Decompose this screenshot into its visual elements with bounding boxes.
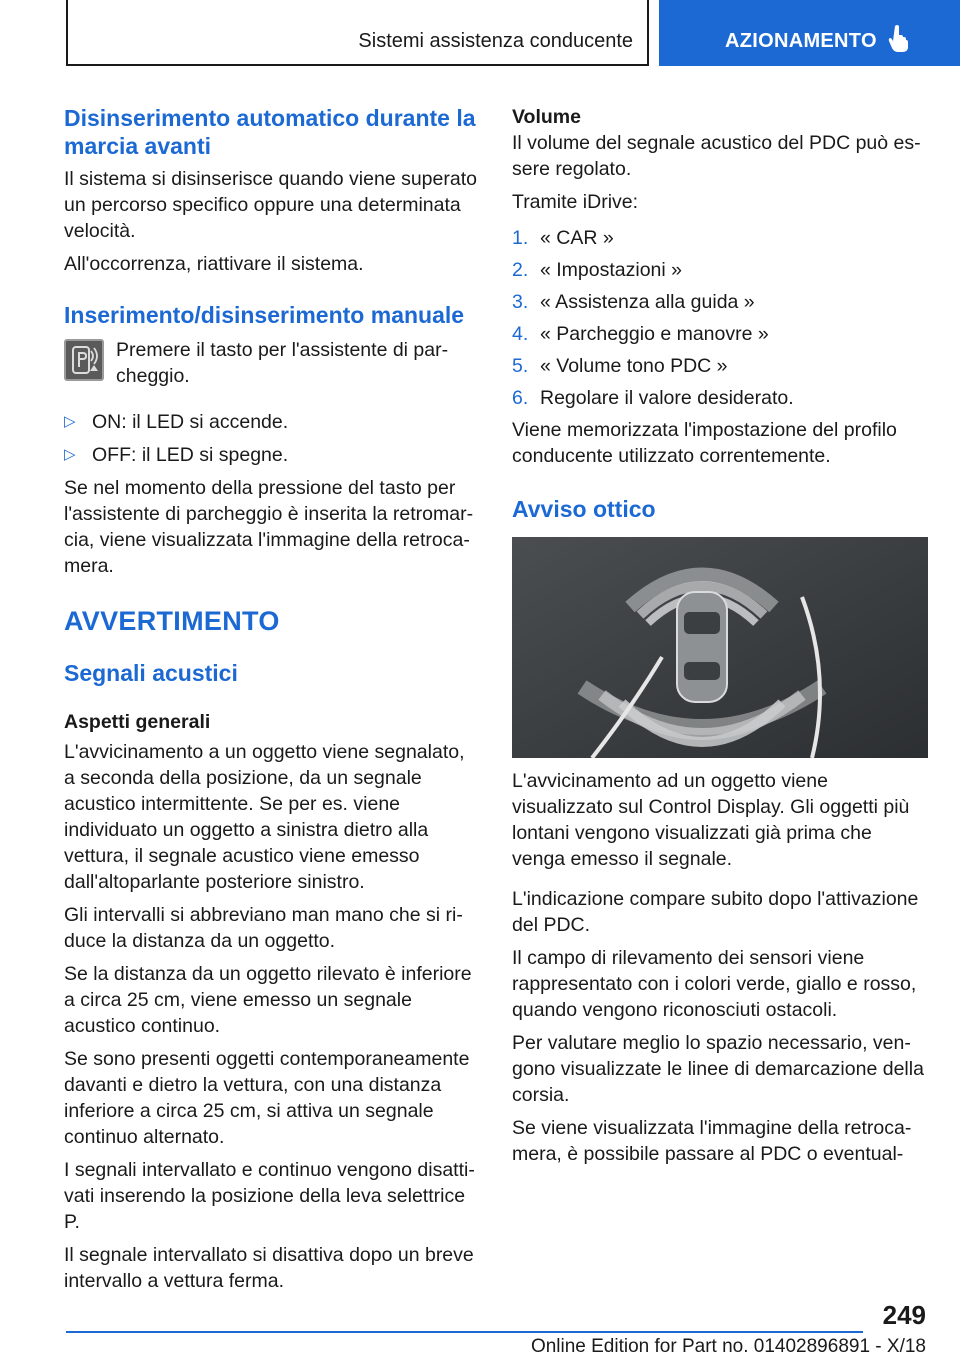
header-section-title: Sistemi assistenza conducente	[358, 30, 633, 52]
paragraph-visual-2: L'indicazione compare subito dopo l'attivazione del PDC.	[512, 888, 919, 936]
list-item	[512, 225, 927, 251]
paragraph-visual-4: Per valutare meglio lo spazio necessario, vengono visualizzate le linee di demarcazione della corsia.	[512, 1032, 924, 1106]
footer-divider	[66, 1331, 863, 1333]
button-instruction	[64, 337, 479, 389]
step-text: « Volume tono PDC »	[540, 355, 728, 377]
step-number: 6.	[512, 387, 529, 409]
paragraph-general-4: Se sono presenti oggetti contemporaneamente davanti e dietro la vettura, con una distanza inferiore a circa 25 cm, si attiva un segnale continuo alternato.	[64, 1048, 470, 1148]
heading-warning: AVVERTIMENTO	[64, 606, 280, 636]
paragraph-visual-1: L'avvicinamento ad un oggetto viene visualizzato sul Control Display. Gli oggetti più lontani vengono visualizzati già prima che venga emesso il segnale.	[512, 770, 910, 870]
step-number: 5.	[512, 355, 529, 377]
paragraph-general-1: L'avvicinamento a un oggetto viene segnalato, a seconda della posizione, da un segnale acustico intermittente. Se per es. viene individuato un oggetto a sinistra dietro alla vettura, il segnale acustico viene emesso dall'altoparlante posteriore sinistro.	[64, 741, 465, 893]
paragraph-reverse: Se nel momento della pressione del tasto per l'assistente di parcheggio è inserita la retromarcia, viene visualizzata l'immagine della retrocamera.	[64, 477, 474, 577]
hand-pointer-icon	[887, 24, 911, 52]
paragraph-general-5: I segnali intervallato e continuo vengono disattivati inserendo la posizione della leva selettrice P.	[64, 1159, 475, 1233]
heading-general: Aspetti generali	[64, 711, 211, 733]
heading-auto-off: Disinserimento automatico durante la marcia avanti	[64, 105, 476, 159]
paragraph-memorized: Viene memorizzata l'impostazione del profilo conducente utilizzato correntemente.	[512, 419, 897, 467]
paragraph-idrive: Tramite iDrive:	[512, 191, 639, 213]
paragraph-visual-3: Il campo di rilevamento dei sensori viene rappresentato con i colori verde, giallo e rosso, quando vengono riconosciuti ostacoli.	[512, 947, 917, 1021]
list-item	[64, 409, 479, 435]
triangle-bullet-icon: ▷	[64, 446, 76, 463]
paragraph-general-2: Gli intervalli si abbreviano man mano che si riduce la distanza da un oggetto.	[64, 904, 463, 952]
heading-volume: Volume	[512, 106, 581, 128]
list-item	[512, 385, 927, 411]
step-number: 1.	[512, 227, 529, 249]
paragraph-auto-off-2: All'occorrenza, riattivare il sistema.	[64, 253, 364, 275]
page-number: 249	[882, 1300, 926, 1330]
paragraph-visual-5: Se viene visualizzata l'immagine della retrocamera, è possibile passare al PDC o eventual-	[512, 1117, 912, 1165]
triangle-bullet-icon: ▷	[64, 413, 76, 430]
header-section-box	[66, 0, 649, 66]
bullet-text: OFF: il LED si spegne.	[92, 444, 289, 466]
paragraph-general-3: Se la distanza da un oggetto rilevato è inferiore a circa 25 cm, viene emesso un segnale acustico continuo.	[64, 963, 472, 1037]
parking-assistant-icon	[64, 339, 104, 381]
step-number: 4.	[512, 323, 529, 345]
paragraph-auto-off-1: Il sistema si disinserisce quando viene superato un percorso specifico oppure una determinata velocità.	[64, 168, 477, 242]
list-item	[512, 289, 927, 315]
heading-visual: Avviso ottico	[512, 496, 656, 522]
step-text: Regolare il valore desiderato.	[540, 387, 794, 409]
header-chapter-tab	[659, 0, 960, 66]
step-number: 2.	[512, 259, 529, 281]
button-instruction-text: Premere il tasto per l'assistente di parcheggio.	[116, 339, 449, 387]
list-item	[512, 257, 927, 283]
step-text: « Parcheggio e manovre »	[540, 323, 769, 345]
paragraph-general-6: Il segnale intervallato si disattiva dopo un breve intervallo a vettura ferma.	[64, 1244, 474, 1292]
paragraph-volume: Il volume del segnale acustico del PDC può essere regolato.	[512, 132, 921, 180]
step-text: « CAR »	[540, 227, 614, 249]
heading-acoustic: Segnali acustici	[64, 660, 238, 686]
list-item	[512, 353, 927, 379]
step-number: 3.	[512, 291, 529, 313]
heading-manual: Inserimento/disinserimento manuale	[64, 302, 465, 328]
pdc-display-car-icon	[512, 537, 928, 758]
list-item	[512, 321, 927, 347]
header-chapter-title: AZIONAMENTO	[725, 30, 877, 52]
step-text: « Impostazioni »	[540, 259, 682, 281]
step-text: « Assistenza alla guida »	[540, 291, 755, 313]
list-item	[64, 442, 479, 468]
right-column	[512, 104, 927, 1174]
footer-edition: Online Edition for Part no. 01402896891 - X/18	[530, 1336, 926, 1357]
left-column	[64, 104, 479, 1301]
bullet-text: ON: il LED si accende.	[92, 411, 289, 433]
